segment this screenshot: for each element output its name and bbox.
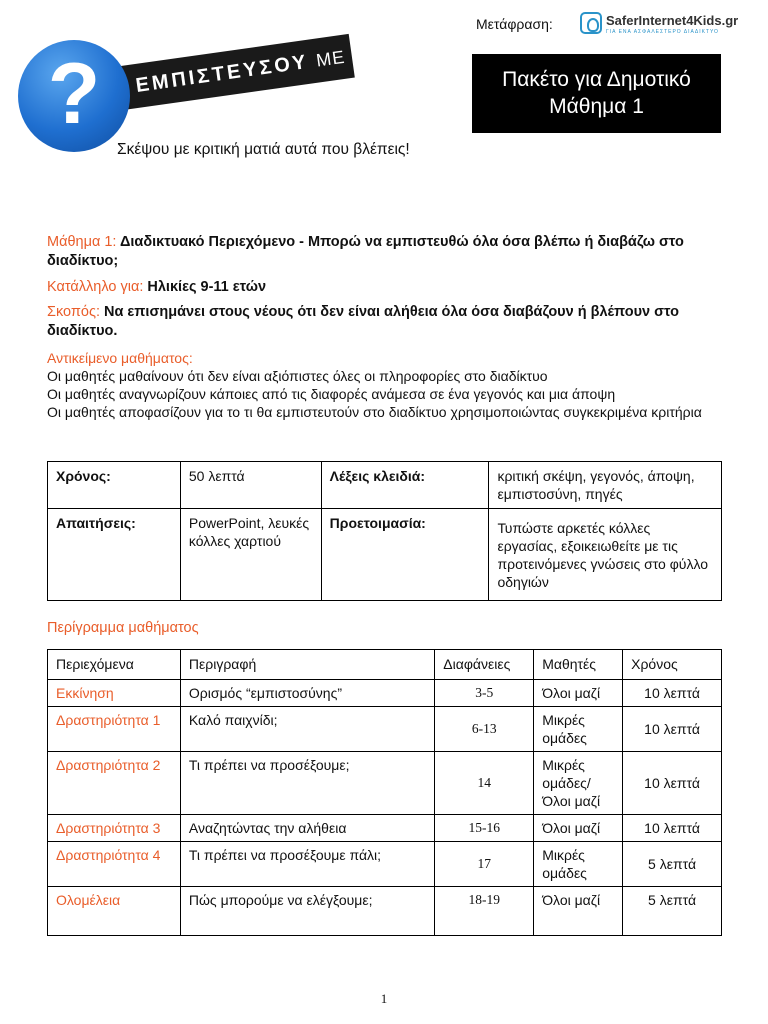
table-row bbox=[48, 462, 722, 509]
row-description: Αναζητώντας την αλήθεια bbox=[180, 815, 434, 842]
row-description: Πώς μπορούμε να ελέγξουμε; bbox=[180, 887, 434, 936]
row-students: Όλοι μαζί bbox=[534, 887, 623, 936]
suitable-text: Ηλικίες 9-11 ετών bbox=[147, 279, 267, 295]
row-time: 5 λεπτά bbox=[623, 887, 722, 936]
trust-me-banner bbox=[119, 34, 355, 110]
row-slides: 14 bbox=[435, 752, 534, 815]
table-row bbox=[48, 887, 722, 936]
objectives bbox=[47, 349, 737, 421]
objectives-label: Αντικείμενο μαθήματος: bbox=[47, 350, 193, 366]
row-slides: 18-19 bbox=[435, 887, 534, 936]
header-tagline: Σκέψου με κριτική ματιά αυτά που βλέπεις! bbox=[117, 141, 410, 158]
row-slides: 17 bbox=[435, 842, 534, 887]
table-row bbox=[48, 680, 722, 707]
row-description: Τι πρέπει να προσέξουμε; bbox=[180, 752, 434, 815]
package-title-box bbox=[472, 54, 721, 133]
row-students: Μικρές ομάδες bbox=[534, 707, 623, 752]
banner-light-text: ΜΕ bbox=[314, 46, 347, 71]
time-label: Χρόνος: bbox=[48, 462, 181, 509]
row-slides: 6-13 bbox=[435, 707, 534, 752]
lesson-info-table bbox=[47, 461, 722, 601]
lesson-title bbox=[47, 233, 727, 271]
row-students: Μικρές ομάδες/ Όλοι μαζί bbox=[534, 752, 623, 815]
lesson-goal bbox=[47, 303, 737, 341]
row-students: Όλοι μαζί bbox=[534, 680, 623, 707]
question-mark-glyph: ? bbox=[47, 46, 101, 142]
row-content: Δραστηριότητα 2 bbox=[48, 752, 181, 815]
goal-label: Σκοπός: bbox=[47, 304, 100, 320]
outline-table bbox=[47, 649, 722, 936]
keywords-value: κριτική σκέψη, γεγονός, άποψη, εμπιστοσύνη, πηγές bbox=[489, 462, 722, 509]
requirements-label: Απαιτήσεις: bbox=[48, 509, 181, 601]
table-row bbox=[48, 509, 722, 601]
saferinternet4kids-logo bbox=[580, 12, 739, 38]
column-header: Χρόνος bbox=[623, 650, 722, 680]
objective-item: Οι μαθητές μαθαίνουν ότι δεν είναι αξιόπιστες όλες οι πληροφορίες στο διαδίκτυο bbox=[47, 368, 548, 384]
row-content: Δραστηριότητα 3 bbox=[48, 815, 181, 842]
row-content: Εκκίνηση bbox=[48, 680, 181, 707]
row-description: Ορισμός “εμπιστοσύνης” bbox=[180, 680, 434, 707]
row-students: Μικρές ομάδες bbox=[534, 842, 623, 887]
requirements-value: PowerPoint, λευκές κόλλες χαρτιού bbox=[180, 509, 321, 601]
row-time: 10 λεπτά bbox=[623, 752, 722, 815]
outline-title: Περίγραμμα μαθήματος bbox=[47, 620, 199, 636]
table-header-row bbox=[48, 650, 722, 680]
row-students: Όλοι μαζί bbox=[534, 815, 623, 842]
lesson-number: Μάθημα 1 bbox=[549, 95, 644, 118]
row-time: 10 λεπτά bbox=[623, 707, 722, 752]
row-time: 10 λεπτά bbox=[623, 680, 722, 707]
table-row bbox=[48, 842, 722, 887]
row-slides: 15-16 bbox=[435, 815, 534, 842]
preparation-value: Τυπώστε αρκετές κόλλες εργασίας, εξοικειωθείτε με τις προτεινόμενες γνώσεις στο φύλλο οδηγιών bbox=[489, 509, 722, 601]
row-description: Τι πρέπει να προσέξουμε πάλι; bbox=[180, 842, 434, 887]
time-value: 50 λεπτά bbox=[180, 462, 321, 509]
house-lock-icon bbox=[580, 12, 602, 34]
preparation-label: Προετοιμασία: bbox=[321, 509, 489, 601]
logo-name: SaferInternet4Kids.gr bbox=[606, 13, 739, 28]
page-number: 1 bbox=[380, 991, 388, 1006]
objective-item: Οι μαθητές αναγνωρίζουν κάποιες από τις διαφορές ανάμεσα σε ένα γεγονός και μια άποψη bbox=[47, 386, 616, 402]
lesson-title-text: Διαδικτυακό Περιεχόμενο - Μπορώ να εμπιστευθώ όλα όσα βλέπω ή διαβάζω στο διαδίκτυο; bbox=[47, 234, 684, 269]
row-description: Καλό παιχνίδι; bbox=[180, 707, 434, 752]
keywords-label: Λέξεις κλειδιά: bbox=[321, 462, 489, 509]
objective-item: Οι μαθητές αποφασίζουν για το τι θα εμπιστευτούν στο διαδίκτυο χρησιμοποιώντας συγκεκριμένα κριτήρια bbox=[47, 404, 702, 420]
table-row bbox=[48, 752, 722, 815]
row-content: Δραστηριότητα 4 bbox=[48, 842, 181, 887]
row-time: 5 λεπτά bbox=[623, 842, 722, 887]
translation-label: Μετάφραση: bbox=[476, 16, 553, 32]
question-mark-icon bbox=[18, 40, 130, 152]
row-content: Ολομέλεια bbox=[48, 887, 181, 936]
table-row bbox=[48, 707, 722, 752]
column-header: Διαφάνειες bbox=[435, 650, 534, 680]
column-header: Μαθητές bbox=[534, 650, 623, 680]
package-title: Πακέτο για Δημοτικό bbox=[502, 68, 691, 91]
suitable-for bbox=[47, 278, 266, 297]
row-content: Δραστηριότητα 1 bbox=[48, 707, 181, 752]
column-header: Περιεχόμενα bbox=[48, 650, 181, 680]
logo-tagline: ΓΙΑ ΕΝΑ ΑΣΦΑΛΕΣΤΕΡΟ ΔΙΑΔΙΚΤΥΟ bbox=[606, 29, 719, 35]
lesson-title-label: Μάθημα 1: bbox=[47, 234, 117, 250]
column-header: Περιγραφή bbox=[180, 650, 434, 680]
suitable-label: Κατάλληλο για: bbox=[47, 279, 144, 295]
goal-text: Να επισημάνει στους νέους ότι δεν είναι αλήθεια όλα όσα διαβάζουν ή βλέπουν στο διαδίκτυο. bbox=[47, 304, 679, 339]
row-slides: 3-5 bbox=[435, 680, 534, 707]
banner-strong-text: ΕΜΠΙΣΤΕΥΣΟΥ bbox=[134, 50, 310, 97]
table-row bbox=[48, 815, 722, 842]
row-time: 10 λεπτά bbox=[623, 815, 722, 842]
